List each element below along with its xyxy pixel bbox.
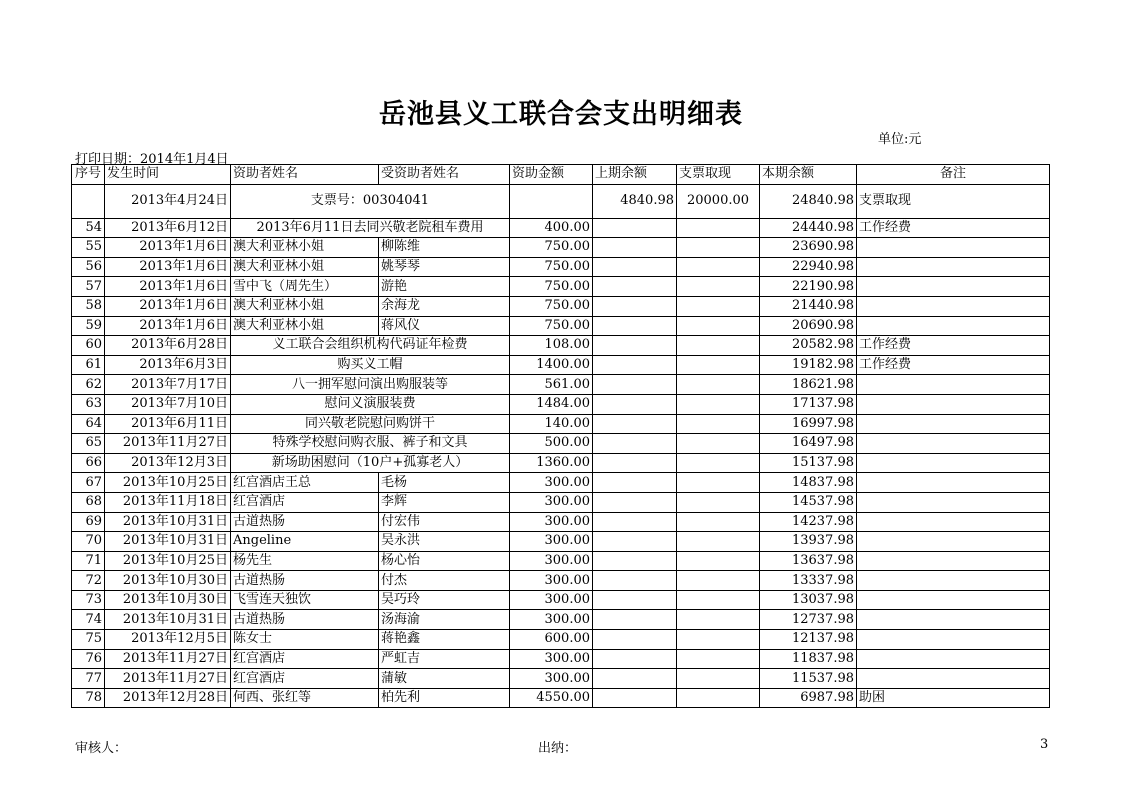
cell-balance: 11837.98 [760, 649, 857, 669]
cell-cash [677, 336, 760, 356]
cell-amount: 750.00 [510, 277, 593, 297]
cell-note [857, 571, 1050, 591]
header-donor: 资助者姓名 [231, 165, 379, 185]
cell-recipient: 蒲敏 [379, 669, 510, 689]
cell-prev-balance [593, 473, 677, 493]
cell-cash [677, 277, 760, 297]
table-row [72, 630, 1050, 650]
cell-amount: 1400.00 [510, 355, 593, 375]
cell-prev-balance [593, 590, 677, 610]
cell-donor: 古道热肠 [231, 512, 379, 532]
cell-note [857, 669, 1050, 689]
cell-date: 2013年10月30日 [105, 571, 231, 591]
table-row [72, 688, 1050, 708]
table-row [72, 532, 1050, 552]
cell-prev-balance [593, 512, 677, 532]
cell-amount: 300.00 [510, 610, 593, 630]
cell-recipient: 严虹吉 [379, 649, 510, 669]
cell-prev-balance [593, 649, 677, 669]
cell-note [857, 316, 1050, 336]
cell-prev-balance [593, 394, 677, 414]
cell-cash [677, 218, 760, 238]
cell-note [857, 238, 1050, 258]
cell-no [72, 184, 105, 218]
header-no: 序号 [72, 165, 105, 185]
cell-cash [677, 453, 760, 473]
cell-donor: 飞雪连天独饮 [231, 590, 379, 610]
cell-prev-balance [593, 257, 677, 277]
cell-prev-balance [593, 355, 677, 375]
table-row [72, 610, 1050, 630]
table-row [72, 590, 1050, 610]
cell-prev-balance [593, 238, 677, 258]
cell-amount: 750.00 [510, 257, 593, 277]
cell-cash [677, 649, 760, 669]
cell-amount: 561.00 [510, 375, 593, 395]
cell-amount [510, 184, 593, 218]
cell-no: 59 [72, 316, 105, 336]
table-row [72, 453, 1050, 473]
cell-no: 71 [72, 551, 105, 571]
cell-amount: 600.00 [510, 630, 593, 650]
cell-balance: 18621.98 [760, 375, 857, 395]
cell-no: 76 [72, 649, 105, 669]
cell-balance: 13637.98 [760, 551, 857, 571]
cell-note [857, 453, 1050, 473]
table-row [72, 238, 1050, 258]
table-row [72, 375, 1050, 395]
cell-amount: 750.00 [510, 296, 593, 316]
table-row [72, 551, 1050, 571]
cell-balance: 16997.98 [760, 414, 857, 434]
cell-balance: 22190.98 [760, 277, 857, 297]
cell-date: 2013年1月6日 [105, 257, 231, 277]
cell-prev-balance [593, 336, 677, 356]
header-date: 发生时间 [105, 165, 231, 185]
cell-recipient: 余海龙 [379, 296, 510, 316]
cell-note: 助困 [857, 688, 1050, 708]
cell-recipient: 付杰 [379, 571, 510, 591]
cell-donor: 何西、张红等 [231, 688, 379, 708]
cell-cash: 20000.00 [677, 184, 760, 218]
cell-amount: 1484.00 [510, 394, 593, 414]
cell-prev-balance [593, 277, 677, 297]
footer-cashier: 出纳： [538, 741, 578, 756]
cell-date: 2013年4月24日 [105, 184, 231, 218]
cell-balance: 13337.98 [760, 571, 857, 591]
cell-no: 66 [72, 453, 105, 473]
cell-cash [677, 669, 760, 689]
cell-cash [677, 630, 760, 650]
cell-no: 61 [72, 355, 105, 375]
cell-amount: 400.00 [510, 218, 593, 238]
cell-prev-balance [593, 630, 677, 650]
cell-note [857, 512, 1050, 532]
cell-recipient: 蒋风仪 [379, 316, 510, 336]
cell-cash [677, 532, 760, 552]
cell-cash [677, 434, 760, 454]
cell-balance: 20582.98 [760, 336, 857, 356]
cell-cash [677, 492, 760, 512]
page-title: 岳池县义工联合会支出明细表 [379, 99, 743, 130]
cell-balance: 23690.98 [760, 238, 857, 258]
table-row [72, 414, 1050, 434]
cell-cash [677, 316, 760, 336]
cell-note [857, 532, 1050, 552]
cell-date: 2013年10月31日 [105, 610, 231, 630]
cell-balance: 21440.98 [760, 296, 857, 316]
cell-no: 65 [72, 434, 105, 454]
cell-note [857, 394, 1050, 414]
table-row [72, 336, 1050, 356]
table-row [72, 257, 1050, 277]
cell-prev-balance [593, 375, 677, 395]
cell-note [857, 257, 1050, 277]
cell-cash [677, 571, 760, 591]
cell-amount: 1360.00 [510, 453, 593, 473]
cell-no: 78 [72, 688, 105, 708]
print-date: 打印日期：2014年1月4日 [75, 152, 229, 167]
cell-no: 60 [72, 336, 105, 356]
cell-donor: 红宫酒店 [231, 649, 379, 669]
cell-donor: 澳大利亚林小姐 [231, 296, 379, 316]
cell-note [857, 414, 1050, 434]
cell-amount: 300.00 [510, 473, 593, 493]
cell-donor: 红宫酒店王总 [231, 473, 379, 493]
cell-note [857, 473, 1050, 493]
cell-note: 工作经费 [857, 355, 1050, 375]
header-note: 备注 [857, 165, 1050, 185]
cell-cash [677, 394, 760, 414]
table-row [72, 473, 1050, 493]
table-row [72, 649, 1050, 669]
cell-donor: 澳大利亚林小姐 [231, 238, 379, 258]
cell-recipient: 柏先利 [379, 688, 510, 708]
cell-no: 67 [72, 473, 105, 493]
cell-note: 工作经费 [857, 336, 1050, 356]
cell-no: 63 [72, 394, 105, 414]
cell-description: 支票号：00304041 [231, 184, 510, 218]
cell-balance: 19182.98 [760, 355, 857, 375]
cell-cash [677, 375, 760, 395]
cell-date: 2013年12月5日 [105, 630, 231, 650]
cell-donor: Angeline [231, 532, 379, 552]
cell-recipient: 杨心怡 [379, 551, 510, 571]
cell-no: 72 [72, 571, 105, 591]
table-row [72, 669, 1050, 689]
footer-reviewer: 审核人： [75, 741, 128, 756]
header-cash: 支票取现 [677, 165, 760, 185]
cell-no: 74 [72, 610, 105, 630]
cell-balance: 15137.98 [760, 453, 857, 473]
cell-note [857, 590, 1050, 610]
cell-note [857, 277, 1050, 297]
cell-note [857, 296, 1050, 316]
cell-recipient: 吴巧玲 [379, 590, 510, 610]
cell-date: 2013年11月27日 [105, 649, 231, 669]
cell-date: 2013年10月30日 [105, 590, 231, 610]
cell-amount: 300.00 [510, 571, 593, 591]
cell-prev-balance: 4840.98 [593, 184, 677, 218]
table-header-row [72, 165, 1050, 185]
cell-cash [677, 414, 760, 434]
cell-no: 69 [72, 512, 105, 532]
table-row-cheque [72, 184, 1050, 218]
cell-cash [677, 512, 760, 532]
table-row [72, 355, 1050, 375]
cell-cash [677, 610, 760, 630]
table-row [72, 218, 1050, 238]
expense-table [71, 164, 1050, 708]
table-row [72, 316, 1050, 336]
cell-note [857, 375, 1050, 395]
cell-prev-balance [593, 218, 677, 238]
cell-no: 68 [72, 492, 105, 512]
cell-recipient: 柳陈维 [379, 238, 510, 258]
cell-amount: 4550.00 [510, 688, 593, 708]
cell-date: 2013年10月25日 [105, 551, 231, 571]
cell-date: 2013年1月6日 [105, 296, 231, 316]
cell-description: 同兴敬老院慰问购饼干 [231, 414, 510, 434]
cell-no: 75 [72, 630, 105, 650]
cell-balance: 13937.98 [760, 532, 857, 552]
cell-balance: 11537.98 [760, 669, 857, 689]
cell-balance: 14837.98 [760, 473, 857, 493]
cell-prev-balance [593, 688, 677, 708]
cell-prev-balance [593, 532, 677, 552]
cell-note: 工作经费 [857, 218, 1050, 238]
cell-date: 2013年10月25日 [105, 473, 231, 493]
cell-date: 2013年11月18日 [105, 492, 231, 512]
cell-donor: 杨先生 [231, 551, 379, 571]
cell-donor: 古道热肠 [231, 571, 379, 591]
cell-donor: 红宫酒店 [231, 492, 379, 512]
cell-description: 购买义工帽 [231, 355, 510, 375]
cell-date: 2013年6月11日 [105, 414, 231, 434]
cell-date: 2013年12月3日 [105, 453, 231, 473]
cell-note [857, 551, 1050, 571]
cell-prev-balance [593, 669, 677, 689]
cell-description: 2013年6月11日去同兴敬老院租车费用 [231, 218, 510, 238]
cell-balance: 14237.98 [760, 512, 857, 532]
cell-amount: 300.00 [510, 551, 593, 571]
cell-donor: 澳大利亚林小姐 [231, 257, 379, 277]
cell-balance: 24440.98 [760, 218, 857, 238]
cell-date: 2013年6月12日 [105, 218, 231, 238]
footer-page-number: 3 [1040, 737, 1049, 752]
cell-amount: 300.00 [510, 512, 593, 532]
cell-balance: 20690.98 [760, 316, 857, 336]
cell-description: 特殊学校慰问购衣服、裤子和文具 [231, 434, 510, 454]
cell-amount: 750.00 [510, 238, 593, 258]
header-prev-balance: 上期余额 [593, 165, 677, 185]
cell-note: 支票取现 [857, 184, 1050, 218]
table-row [72, 277, 1050, 297]
table-row [72, 492, 1050, 512]
cell-prev-balance [593, 610, 677, 630]
cell-recipient: 蒋艳鑫 [379, 630, 510, 650]
cell-description: 慰问义演服装费 [231, 394, 510, 414]
cell-note [857, 649, 1050, 669]
cell-date: 2013年6月28日 [105, 336, 231, 356]
cell-recipient: 游艳 [379, 277, 510, 297]
cell-cash [677, 238, 760, 258]
cell-recipient: 毛杨 [379, 473, 510, 493]
cell-balance: 16497.98 [760, 434, 857, 454]
cell-recipient: 李辉 [379, 492, 510, 512]
cell-cash [677, 473, 760, 493]
cell-date: 2013年1月6日 [105, 277, 231, 297]
cell-prev-balance [593, 316, 677, 336]
cell-cash [677, 355, 760, 375]
header-balance: 本期余额 [760, 165, 857, 185]
cell-cash [677, 257, 760, 277]
cell-date: 2013年10月31日 [105, 532, 231, 552]
cell-amount: 300.00 [510, 649, 593, 669]
table-row [72, 571, 1050, 591]
cell-cash [677, 590, 760, 610]
cell-note [857, 434, 1050, 454]
cell-description: 新场助困慰问（10户+孤寡老人） [231, 453, 510, 473]
cell-donor: 陈女士 [231, 630, 379, 650]
cell-no: 55 [72, 238, 105, 258]
cell-date: 2013年10月31日 [105, 512, 231, 532]
cell-balance: 12137.98 [760, 630, 857, 650]
cell-prev-balance [593, 434, 677, 454]
cell-prev-balance [593, 492, 677, 512]
cell-no: 58 [72, 296, 105, 316]
cell-amount: 300.00 [510, 492, 593, 512]
table-row [72, 394, 1050, 414]
cell-balance: 17137.98 [760, 394, 857, 414]
header-recipient: 受资助者姓名 [379, 165, 510, 185]
unit-label: 单位:元 [878, 132, 922, 147]
table-row [72, 434, 1050, 454]
cell-balance: 13037.98 [760, 590, 857, 610]
cell-recipient: 付宏伟 [379, 512, 510, 532]
cell-donor: 红宫酒店 [231, 669, 379, 689]
cell-balance: 12737.98 [760, 610, 857, 630]
cell-recipient: 姚琴琴 [379, 257, 510, 277]
cell-cash [677, 551, 760, 571]
cell-prev-balance [593, 571, 677, 591]
cell-balance: 14537.98 [760, 492, 857, 512]
cell-date: 2013年1月6日 [105, 238, 231, 258]
cell-prev-balance [593, 551, 677, 571]
cell-prev-balance [593, 453, 677, 473]
cell-no: 73 [72, 590, 105, 610]
cell-cash [677, 688, 760, 708]
header-amount: 资助金额 [510, 165, 593, 185]
cell-donor: 雪中飞（周先生） [231, 277, 379, 297]
cell-no: 70 [72, 532, 105, 552]
cell-date: 2013年1月6日 [105, 316, 231, 336]
cell-date: 2013年7月10日 [105, 394, 231, 414]
cell-note [857, 610, 1050, 630]
cell-no: 54 [72, 218, 105, 238]
cell-prev-balance [593, 296, 677, 316]
cell-date: 2013年11月27日 [105, 669, 231, 689]
cell-amount: 500.00 [510, 434, 593, 454]
cell-donor: 古道热肠 [231, 610, 379, 630]
cell-note [857, 492, 1050, 512]
cell-amount: 108.00 [510, 336, 593, 356]
cell-cash [677, 296, 760, 316]
cell-balance: 6987.98 [760, 688, 857, 708]
cell-donor: 澳大利亚林小姐 [231, 316, 379, 336]
cell-amount: 750.00 [510, 316, 593, 336]
cell-recipient: 汤海渝 [379, 610, 510, 630]
cell-date: 2013年11月27日 [105, 434, 231, 454]
cell-note [857, 630, 1050, 650]
cell-balance: 22940.98 [760, 257, 857, 277]
cell-amount: 300.00 [510, 669, 593, 689]
cell-amount: 300.00 [510, 532, 593, 552]
cell-no: 64 [72, 414, 105, 434]
cell-no: 77 [72, 669, 105, 689]
cell-balance: 24840.98 [760, 184, 857, 218]
table-row [72, 296, 1050, 316]
cell-no: 56 [72, 257, 105, 277]
cell-amount: 300.00 [510, 590, 593, 610]
cell-no: 62 [72, 375, 105, 395]
cell-no: 57 [72, 277, 105, 297]
cell-description: 义工联合会组织机构代码证年检费 [231, 336, 510, 356]
cell-date: 2013年7月17日 [105, 375, 231, 395]
cell-amount: 140.00 [510, 414, 593, 434]
cell-date: 2013年12月28日 [105, 688, 231, 708]
cell-recipient: 吴永洪 [379, 532, 510, 552]
table-row [72, 512, 1050, 532]
cell-date: 2013年6月3日 [105, 355, 231, 375]
cell-description: 八一拥军慰问演出购服装等 [231, 375, 510, 395]
cell-prev-balance [593, 414, 677, 434]
